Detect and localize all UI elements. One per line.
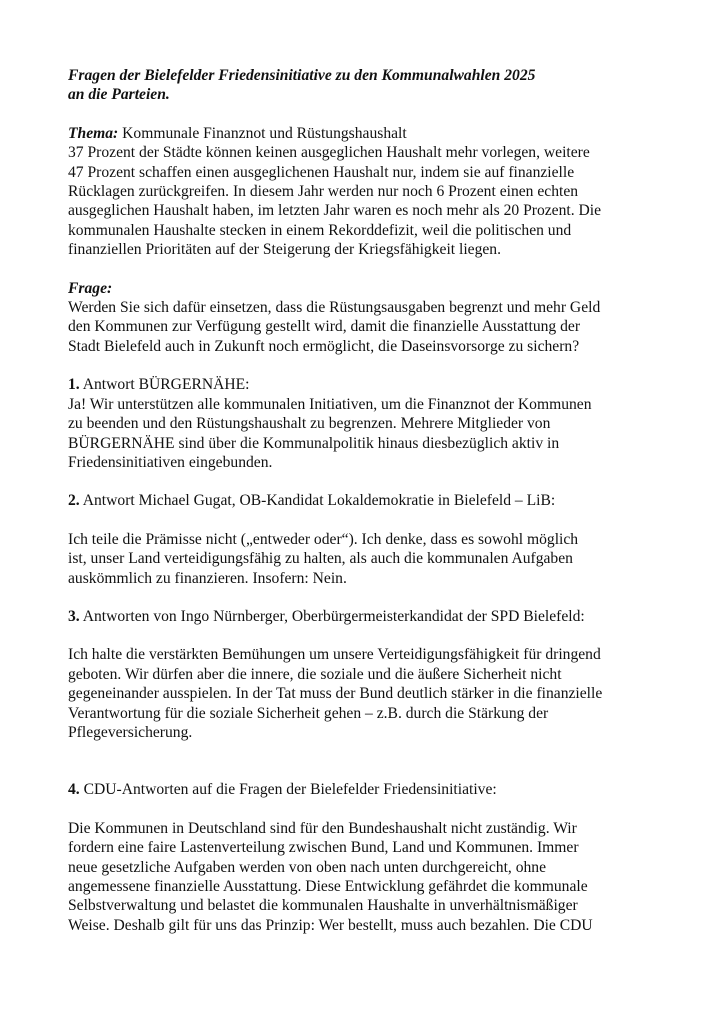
answer-heading-text: Antwort Michael Gugat, OB-Kandidat Lokaldemokratie in Bielefeld – LiB: [79,492,556,510]
answer-line: ist, unser Land verteidigungsfähig zu halten, als auch die kommunalen Aufgaben [68,550,573,568]
answer-line: angemessene finanzielle Ausstattung. Diese Entwicklung gefährdet die kommunale [68,878,588,895]
topic-line: 37 Prozent der Städte können keinen ausgeglichen Haushalt mehr vorlegen, weitere [68,144,590,162]
title-line: an die Parteien. [68,86,170,104]
topic-line: ausgeglichen Haushalt haben, im letzten Jahr waren es noch mehr als 20 Prozent. Die [68,202,602,220]
answer-1-heading [68,375,678,394]
topic-title: Kommunale Finanznot und Rüstungshaushalt [118,124,407,142]
answer-heading-text: Antworten von Ingo Nürnberger, Oberbürgermeisterkandidat der SPD Bielefeld: [79,607,585,625]
answer-number: 3. [68,607,80,625]
answer-4-heading [68,780,678,799]
answer-line: neue gesetzliche Aufgaben werden von oben nach unten durchgereicht, ohne [68,858,547,876]
answer-3-section [68,607,678,742]
question-line: den Kommunen zur Verfügung gestellt wird, damit die finanzielle Ausstattung der [68,318,581,336]
answer-2-section [68,491,678,588]
topic-line: 47 Prozent schaffen einen ausgeglichenen Haushalt nur, indem sie auf finanzielle [68,163,575,181]
answer-line: geboten. Wir dürfen aber die innere, die soziale und die äußere Sicherheit nicht [68,665,562,683]
answer-line: Weise. Deshalb gilt für uns das Prinzip: Wer bestellt, muss auch bezahlen. Die CDU [68,916,593,934]
answer-line: Ja! Wir unterstützen alle kommunalen Initiativen, um die Finanznot der Kommunen [68,395,592,413]
topic-line: kommunalen Haushalte stecken in einem Rekorddefizit, weil die politischen und [68,221,572,239]
question-line: Werden Sie sich dafür einsetzen, dass die Rüstungsausgaben begrenzt und mehr Geld [68,299,601,317]
answer-line: Ich teile die Prämisse nicht („entweder oder“). Ich denke, dass es sowohl möglich [68,530,579,548]
question-label: Frage: [68,279,113,297]
title-line: Fragen der Bielefelder Friedensinitiative zu den Kommunalwahlen 2025 [68,67,536,84]
answer-number: 1. [68,376,80,394]
answer-4-section [68,780,678,935]
answer-3-heading [68,607,678,626]
question-line: Stadt Bielefeld auch in Zukunft noch ermöglicht, die Daseinsvorsorge zu sichern? [68,337,580,355]
topic-section [68,124,678,260]
answer-line: Die Kommunen in Deutschland sind für den Bundeshaushalt nicht zuständig. Wir [68,819,577,837]
answer-line: fordern eine faire Lastenverteilung zwischen Bund, Land und Kommunen. Immer [68,839,579,857]
question-section [68,279,678,357]
answer-line: BÜRGERNÄHE sind über die Kommunalpolitik hinaus diesbezüglich aktiv in [68,434,560,452]
topic-label: Thema: [68,124,119,142]
answer-number: 4. [68,781,80,799]
topic-heading [68,124,678,143]
topic-line: Rücklagen zurückgreifen. In diesem Jahr werden nur noch 6 Prozent einen echten [68,183,579,201]
answer-line: auskömmlich zu finanzieren. Insofern: Nein. [68,569,347,587]
answer-number: 2. [68,492,80,510]
topic-line: finanziellen Prioritäten auf der Steigerung der Kriegsfähigkeit liegen. [68,241,502,259]
answer-heading-text: Antwort BÜRGERNÄHE: [79,376,250,394]
answer-line: Friedensinitiativen eingebunden. [68,453,273,471]
answer-line: gegeneinander ausspielen. In der Tat muss der Bund deutlich stärker in die finanzielle [68,685,603,703]
answer-line: Verantwortung für die soziale Sicherheit gehen – z.B. durch die Stärkung der [68,704,549,722]
answer-2-heading [68,491,678,510]
document-page [68,66,678,935]
answer-heading-text: CDU-Antworten auf die Fragen der Bielefelder Friedensinitiative: [79,781,497,799]
answer-line: Pflegeversicherung. [68,723,193,741]
answer-line: zu beenden und den Rüstungshaushalt zu begrenzen. Mehrere Mitglieder von [68,415,551,433]
answer-line: Ich halte die verstärkten Bemühungen um unsere Verteidigungsfähigkeit für dringend [68,646,601,664]
answer-line: Selbstverwaltung und belastet die kommunalen Haushalte in unverhältnismäßiger [68,897,578,915]
document-title [68,66,678,105]
answer-1-section [68,375,678,472]
